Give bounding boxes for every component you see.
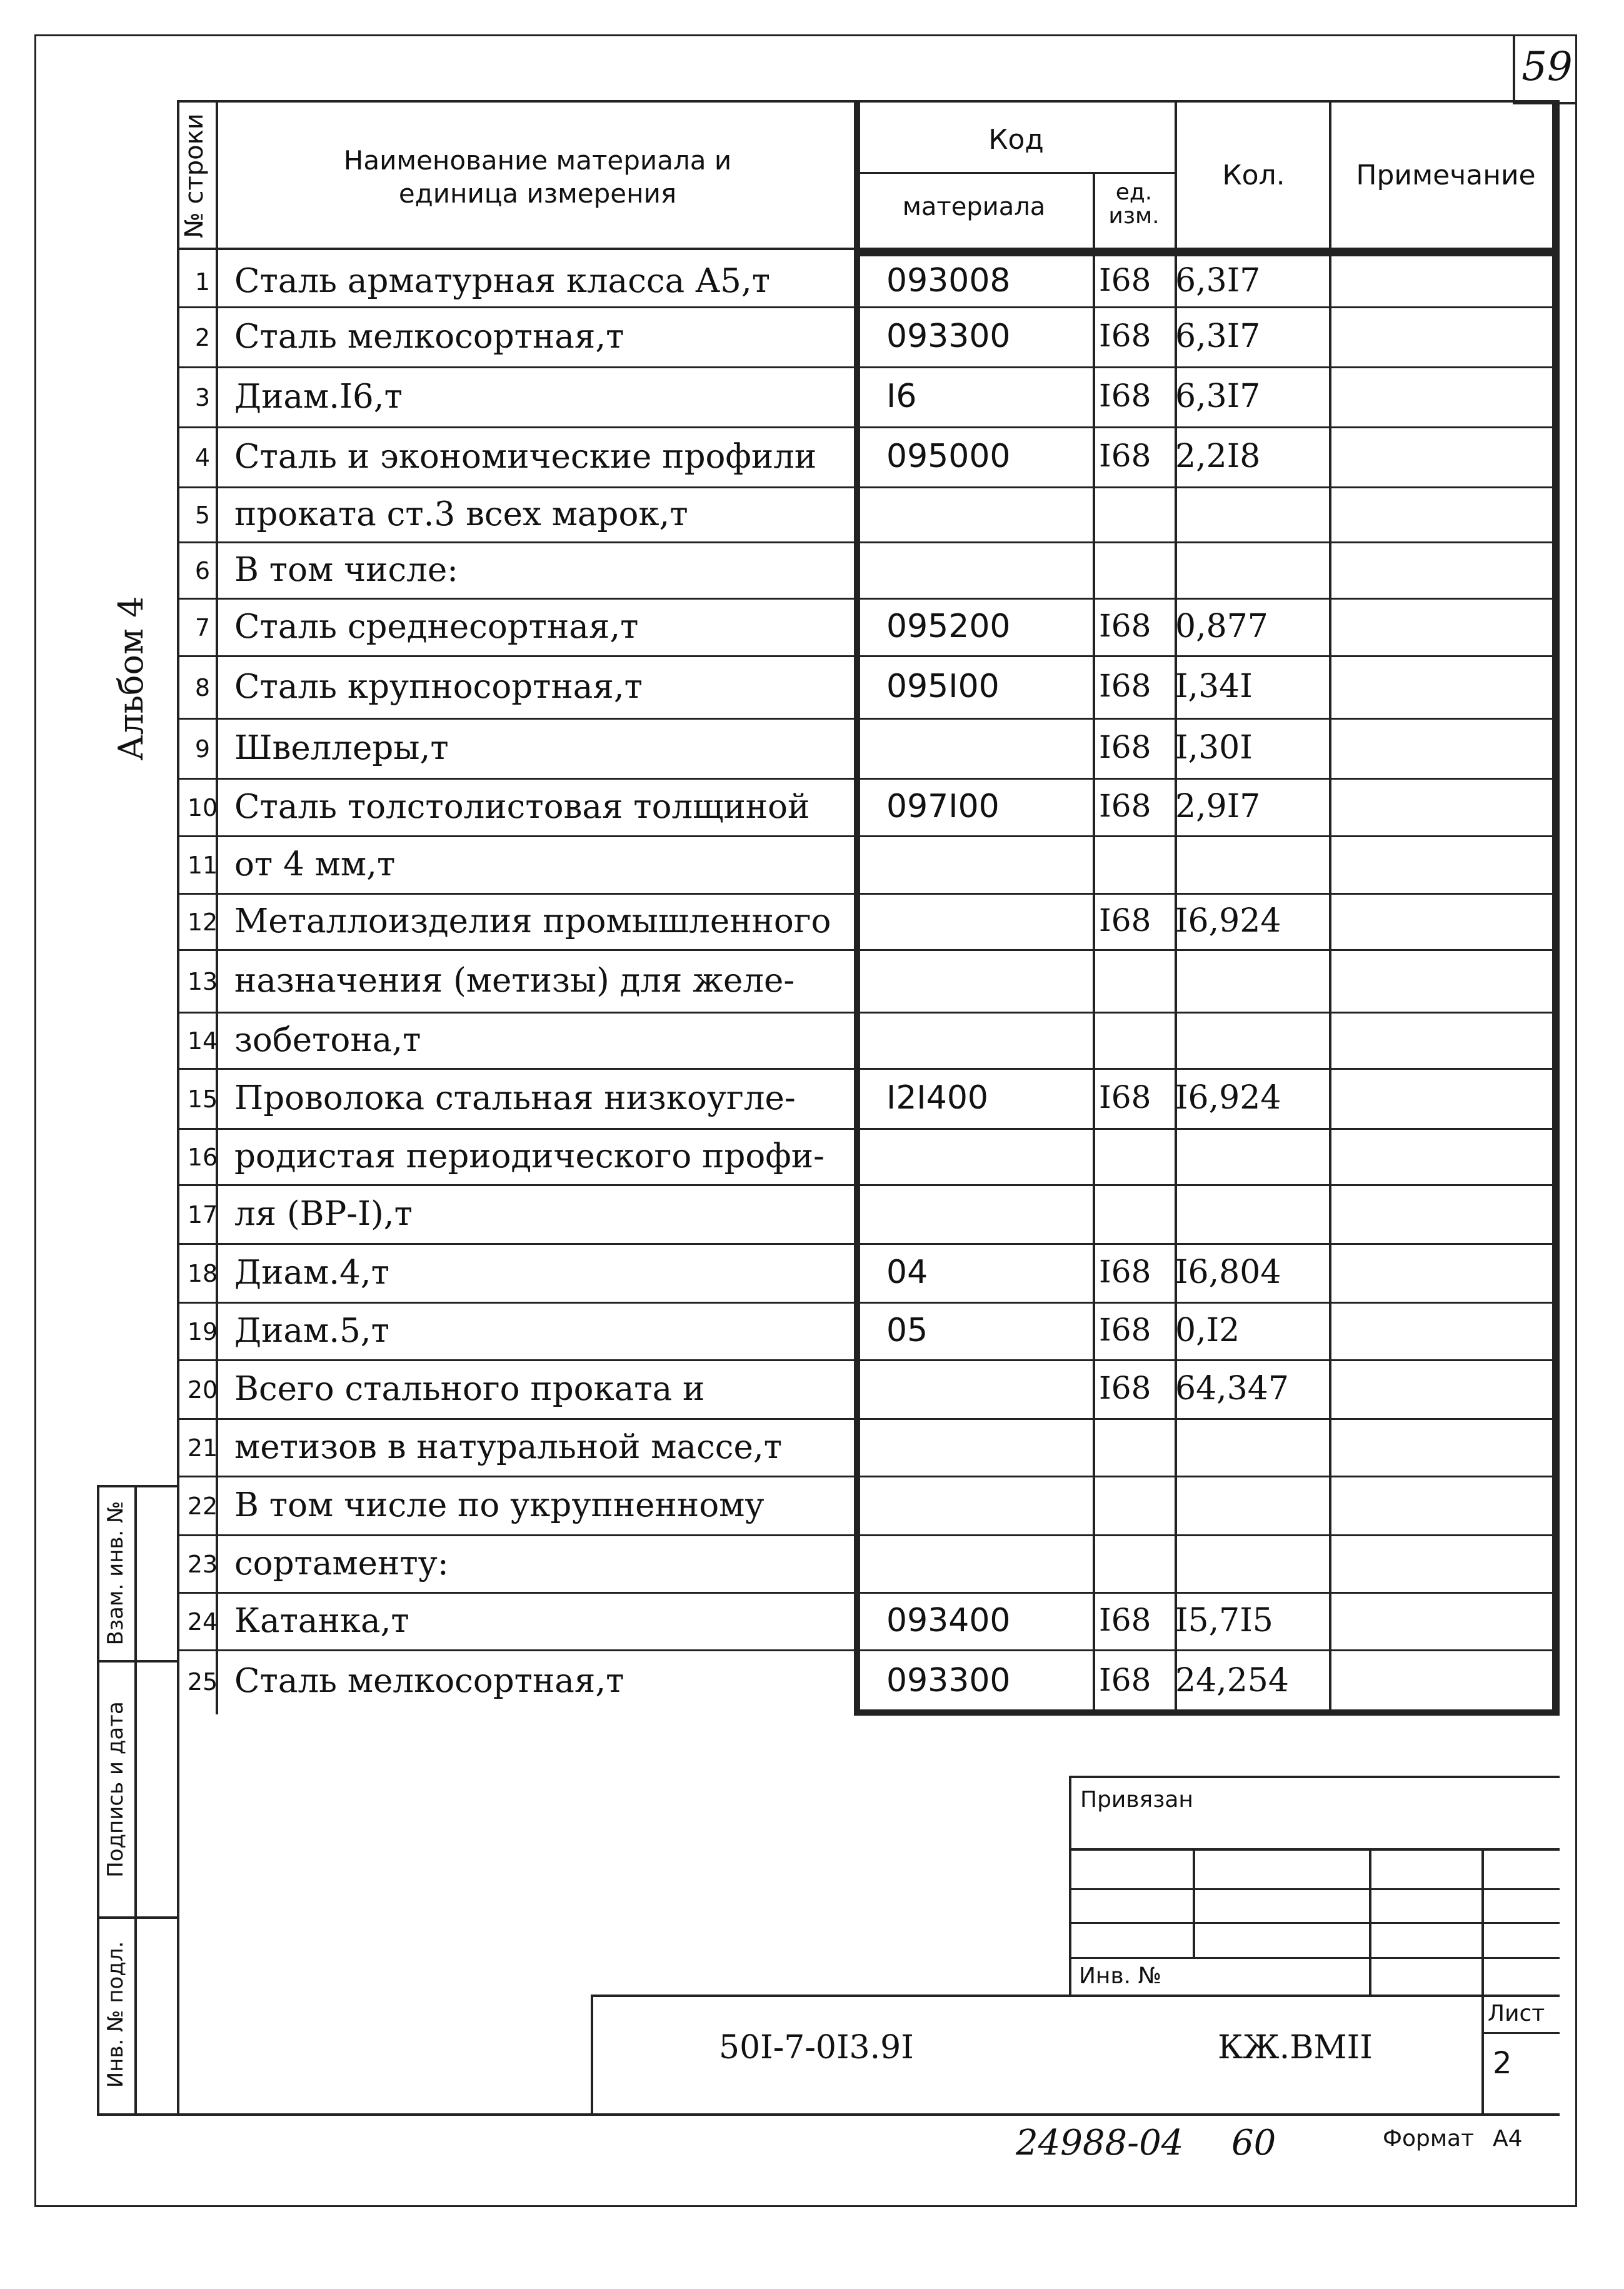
stamp-line-1 bbox=[97, 1660, 178, 1663]
row-number: 23 bbox=[187, 1551, 218, 1578]
material-name: Сталь арматурная класса А5,т bbox=[234, 262, 771, 300]
row-separator bbox=[177, 306, 1556, 308]
tb-doc-mark: КЖ.ВМII bbox=[1218, 2029, 1373, 2066]
footer-archive-number: 24988-04 bbox=[1016, 2123, 1184, 2163]
row-number: 18 bbox=[187, 1260, 218, 1287]
table-bottom-thick bbox=[854, 1709, 1560, 1716]
unit-code: I68 bbox=[1099, 262, 1151, 298]
page-number-box-left bbox=[1513, 34, 1515, 103]
unit-code: I68 bbox=[1099, 438, 1151, 474]
unit-header-line2: изм. bbox=[1108, 203, 1160, 229]
stamp-inv-podl: Инв. № подл. bbox=[103, 1941, 128, 2088]
row-number: 9 bbox=[194, 735, 211, 763]
quantity: 6,3I7 bbox=[1175, 262, 1261, 299]
qty-header: Кол. bbox=[1222, 159, 1285, 191]
row-separator bbox=[177, 893, 1556, 895]
row-separator bbox=[177, 1012, 1556, 1014]
material-name: от 4 мм,т bbox=[234, 845, 396, 883]
stamp-podpis-data: Подпись и дата bbox=[103, 1701, 128, 1878]
quantity: 6,3I7 bbox=[1175, 378, 1261, 415]
material-name: Сталь и экономические профили bbox=[234, 438, 817, 476]
footer-format-label: Формат bbox=[1383, 2126, 1475, 2151]
row-number: 11 bbox=[187, 852, 218, 879]
row-number: 6 bbox=[194, 557, 211, 585]
material-name: Проволока стальная низкоугле- bbox=[234, 1079, 796, 1117]
quantity: I,34I bbox=[1175, 668, 1253, 705]
row-separator bbox=[177, 366, 1556, 368]
material-name: Диам.5,т bbox=[234, 1312, 389, 1350]
row-separator bbox=[177, 1184, 1556, 1186]
material-name: Всего стального проката и bbox=[234, 1370, 705, 1408]
tb-sheet-number: 2 bbox=[1493, 2046, 1512, 2081]
row-number: 12 bbox=[187, 908, 218, 936]
row-separator bbox=[177, 1418, 1556, 1420]
material-code: 093008 bbox=[886, 262, 1011, 299]
note-header: Примечание bbox=[1356, 159, 1536, 191]
tb-col-1 bbox=[1193, 1848, 1195, 1958]
quantity: I6,804 bbox=[1175, 1254, 1281, 1291]
tb-main-left-line bbox=[591, 1995, 593, 2115]
tb-top-line bbox=[1069, 1776, 1560, 1778]
row-separator bbox=[177, 1476, 1556, 1477]
page-frame bbox=[34, 34, 1577, 2207]
row-number: 4 bbox=[194, 444, 211, 471]
row-separator bbox=[177, 778, 1556, 780]
row-number: 22 bbox=[187, 1492, 218, 1520]
tb-col-2 bbox=[1369, 1848, 1371, 1996]
tb-privyazan: Привязан bbox=[1080, 1787, 1193, 1813]
row-separator bbox=[177, 949, 1556, 951]
quantity: 0,877 bbox=[1175, 608, 1268, 645]
unit-code: I68 bbox=[1099, 378, 1151, 414]
name-header-line1: Наименование материала и bbox=[343, 145, 732, 176]
col-line-right bbox=[1552, 100, 1560, 1714]
material-code: 095I00 bbox=[886, 668, 1000, 705]
row-separator bbox=[177, 486, 1556, 488]
material-name: зобетона,т bbox=[234, 1021, 421, 1059]
material-code: 095200 bbox=[886, 608, 1011, 645]
material-name: Диам.I6,т bbox=[234, 378, 403, 416]
material-name: проката ст.3 всех марок,т bbox=[234, 495, 688, 533]
unit-code: I68 bbox=[1099, 1254, 1151, 1290]
material-name: ля (ВР-I),т bbox=[234, 1195, 413, 1233]
row-number: 15 bbox=[187, 1085, 218, 1113]
page-number: 59 bbox=[1521, 44, 1573, 90]
material-name: Сталь мелкосортная,т bbox=[234, 318, 624, 356]
row-num-header: № строки bbox=[180, 113, 209, 238]
unit-code: I68 bbox=[1099, 1312, 1151, 1348]
quantity: 24,254 bbox=[1175, 1662, 1289, 1699]
quantity: 2,2I8 bbox=[1175, 438, 1261, 475]
code-header-divider bbox=[855, 172, 1177, 174]
row-separator bbox=[177, 1243, 1556, 1245]
footer-format-value: А4 bbox=[1493, 2126, 1523, 2151]
row-separator bbox=[177, 1592, 1556, 1594]
row-separator bbox=[177, 426, 1556, 428]
material-code: 05 bbox=[886, 1312, 928, 1349]
material-name: Металлоизделия промышленного bbox=[234, 902, 831, 940]
material-name: В том числе: bbox=[234, 551, 459, 589]
material-code: 04 bbox=[886, 1254, 928, 1291]
stamp-inner-line bbox=[134, 1485, 137, 2115]
unit-code: I68 bbox=[1099, 1079, 1151, 1115]
quantity: I,30I bbox=[1175, 729, 1253, 767]
material-code: 093300 bbox=[886, 318, 1011, 355]
row-separator bbox=[177, 1068, 1556, 1070]
row-number: 17 bbox=[187, 1201, 218, 1229]
bottom-border-line bbox=[97, 2113, 1560, 2116]
unit-code: I68 bbox=[1099, 1602, 1151, 1638]
material-name: Сталь толстолистовая толщиной bbox=[234, 788, 810, 826]
material-name: Катанка,т bbox=[234, 1602, 409, 1640]
footer-archive-page: 60 bbox=[1231, 2123, 1276, 2163]
quantity: 64,347 bbox=[1175, 1370, 1289, 1407]
stamp-left-line bbox=[97, 1485, 99, 2115]
material-name: родистая периодического профи- bbox=[234, 1137, 825, 1175]
row-number: 10 bbox=[187, 794, 218, 822]
tb-main-top-line bbox=[591, 1995, 1560, 1997]
tb-inv-no: Инв. № bbox=[1079, 1963, 1162, 1989]
row-number: 16 bbox=[187, 1144, 218, 1171]
row-number: 25 bbox=[187, 1668, 218, 1696]
unit-code: I68 bbox=[1099, 668, 1151, 704]
material-name: назначения (метизы) для желе- bbox=[234, 962, 795, 1000]
row-number: 24 bbox=[187, 1608, 218, 1636]
code-header: Код bbox=[988, 124, 1044, 156]
row-separator bbox=[177, 541, 1556, 543]
row-number: 14 bbox=[187, 1027, 218, 1055]
material-name: сортаменту: bbox=[234, 1544, 449, 1582]
material-code: I2I400 bbox=[886, 1079, 989, 1117]
row-separator bbox=[177, 1128, 1556, 1130]
quantity: I5,7I5 bbox=[1175, 1602, 1273, 1639]
material-code: 097I00 bbox=[886, 788, 1000, 825]
material-name: Сталь крупносортная,т bbox=[234, 668, 643, 706]
quantity: 2,9I7 bbox=[1175, 788, 1261, 825]
name-header-line2: единица измерения bbox=[398, 178, 677, 209]
tb-line-2 bbox=[1069, 1888, 1560, 1890]
row-separator bbox=[177, 655, 1556, 657]
quantity: I6,924 bbox=[1175, 902, 1281, 940]
row-number: 20 bbox=[187, 1376, 218, 1404]
tb-doc-code: 50I-7-0I3.9I bbox=[719, 2029, 914, 2066]
header-top-line bbox=[177, 100, 1560, 103]
material-name: В том числе по укрупненному bbox=[234, 1486, 764, 1524]
row-separator bbox=[177, 1302, 1556, 1304]
tb-col-3 bbox=[1481, 1848, 1484, 2113]
row-number: 21 bbox=[187, 1434, 218, 1462]
material-code: 095000 bbox=[886, 438, 1011, 475]
row-number: 2 bbox=[194, 324, 211, 351]
unit-code: I68 bbox=[1099, 1370, 1151, 1406]
material-name: Сталь среднесортная,т bbox=[234, 608, 639, 646]
col-line-unit bbox=[1093, 174, 1095, 1714]
material-code: I6 bbox=[886, 378, 917, 415]
unit-code: I68 bbox=[1099, 608, 1151, 644]
row-number: 1 bbox=[194, 268, 211, 296]
col-line-left bbox=[177, 100, 179, 2115]
material-name: Диам.4,т bbox=[234, 1254, 389, 1292]
unit-code: I68 bbox=[1099, 729, 1151, 765]
material-name: Сталь мелкосортная,т bbox=[234, 1662, 624, 1700]
row-number: 7 bbox=[194, 614, 211, 641]
tb-line-1 bbox=[1069, 1848, 1560, 1851]
row-separator bbox=[177, 1649, 1556, 1651]
tb-sheet-divider bbox=[1481, 2032, 1560, 2034]
unit-code: I68 bbox=[1099, 318, 1151, 354]
row-number: 3 bbox=[194, 384, 211, 411]
album-label: Альбом 4 bbox=[111, 596, 151, 761]
row-separator bbox=[177, 1534, 1556, 1536]
quantity: 0,I2 bbox=[1175, 1312, 1240, 1349]
quantity: 6,3I7 bbox=[1175, 318, 1261, 355]
material-header: материала bbox=[902, 193, 1046, 221]
stamp-line-2 bbox=[97, 1916, 178, 1919]
unit-code: I68 bbox=[1099, 902, 1151, 938]
material-name: метизов в натуральной массе,т bbox=[234, 1428, 783, 1466]
row-number: 5 bbox=[194, 501, 211, 529]
material-name: Швеллеры,т bbox=[234, 729, 449, 767]
tb-line-4 bbox=[1069, 1957, 1560, 1959]
material-code: 093400 bbox=[886, 1602, 1011, 1639]
tb-left-line bbox=[1069, 1776, 1071, 1996]
row-separator bbox=[177, 1359, 1556, 1361]
row-separator bbox=[177, 598, 1556, 600]
row-number: 19 bbox=[187, 1318, 218, 1346]
material-code: 093300 bbox=[886, 1662, 1011, 1699]
stamp-vzam-inv: Взам. инв. № bbox=[103, 1501, 128, 1646]
row-number: 8 bbox=[194, 674, 211, 702]
unit-code: I68 bbox=[1099, 788, 1151, 824]
unit-code: I68 bbox=[1099, 1662, 1151, 1698]
tb-line-3 bbox=[1069, 1922, 1560, 1924]
row-number: 13 bbox=[187, 968, 218, 995]
stamp-top-line bbox=[97, 1485, 178, 1487]
tb-sheet-label: Лист bbox=[1488, 2001, 1545, 2026]
row-separator bbox=[177, 718, 1556, 720]
col-line-code bbox=[854, 100, 860, 1714]
quantity: I6,924 bbox=[1175, 1079, 1281, 1117]
col-line-note bbox=[1329, 100, 1331, 1714]
table-top-thick bbox=[854, 250, 1560, 256]
unit-header-line1: ед. bbox=[1115, 179, 1153, 205]
row-separator bbox=[177, 835, 1556, 837]
